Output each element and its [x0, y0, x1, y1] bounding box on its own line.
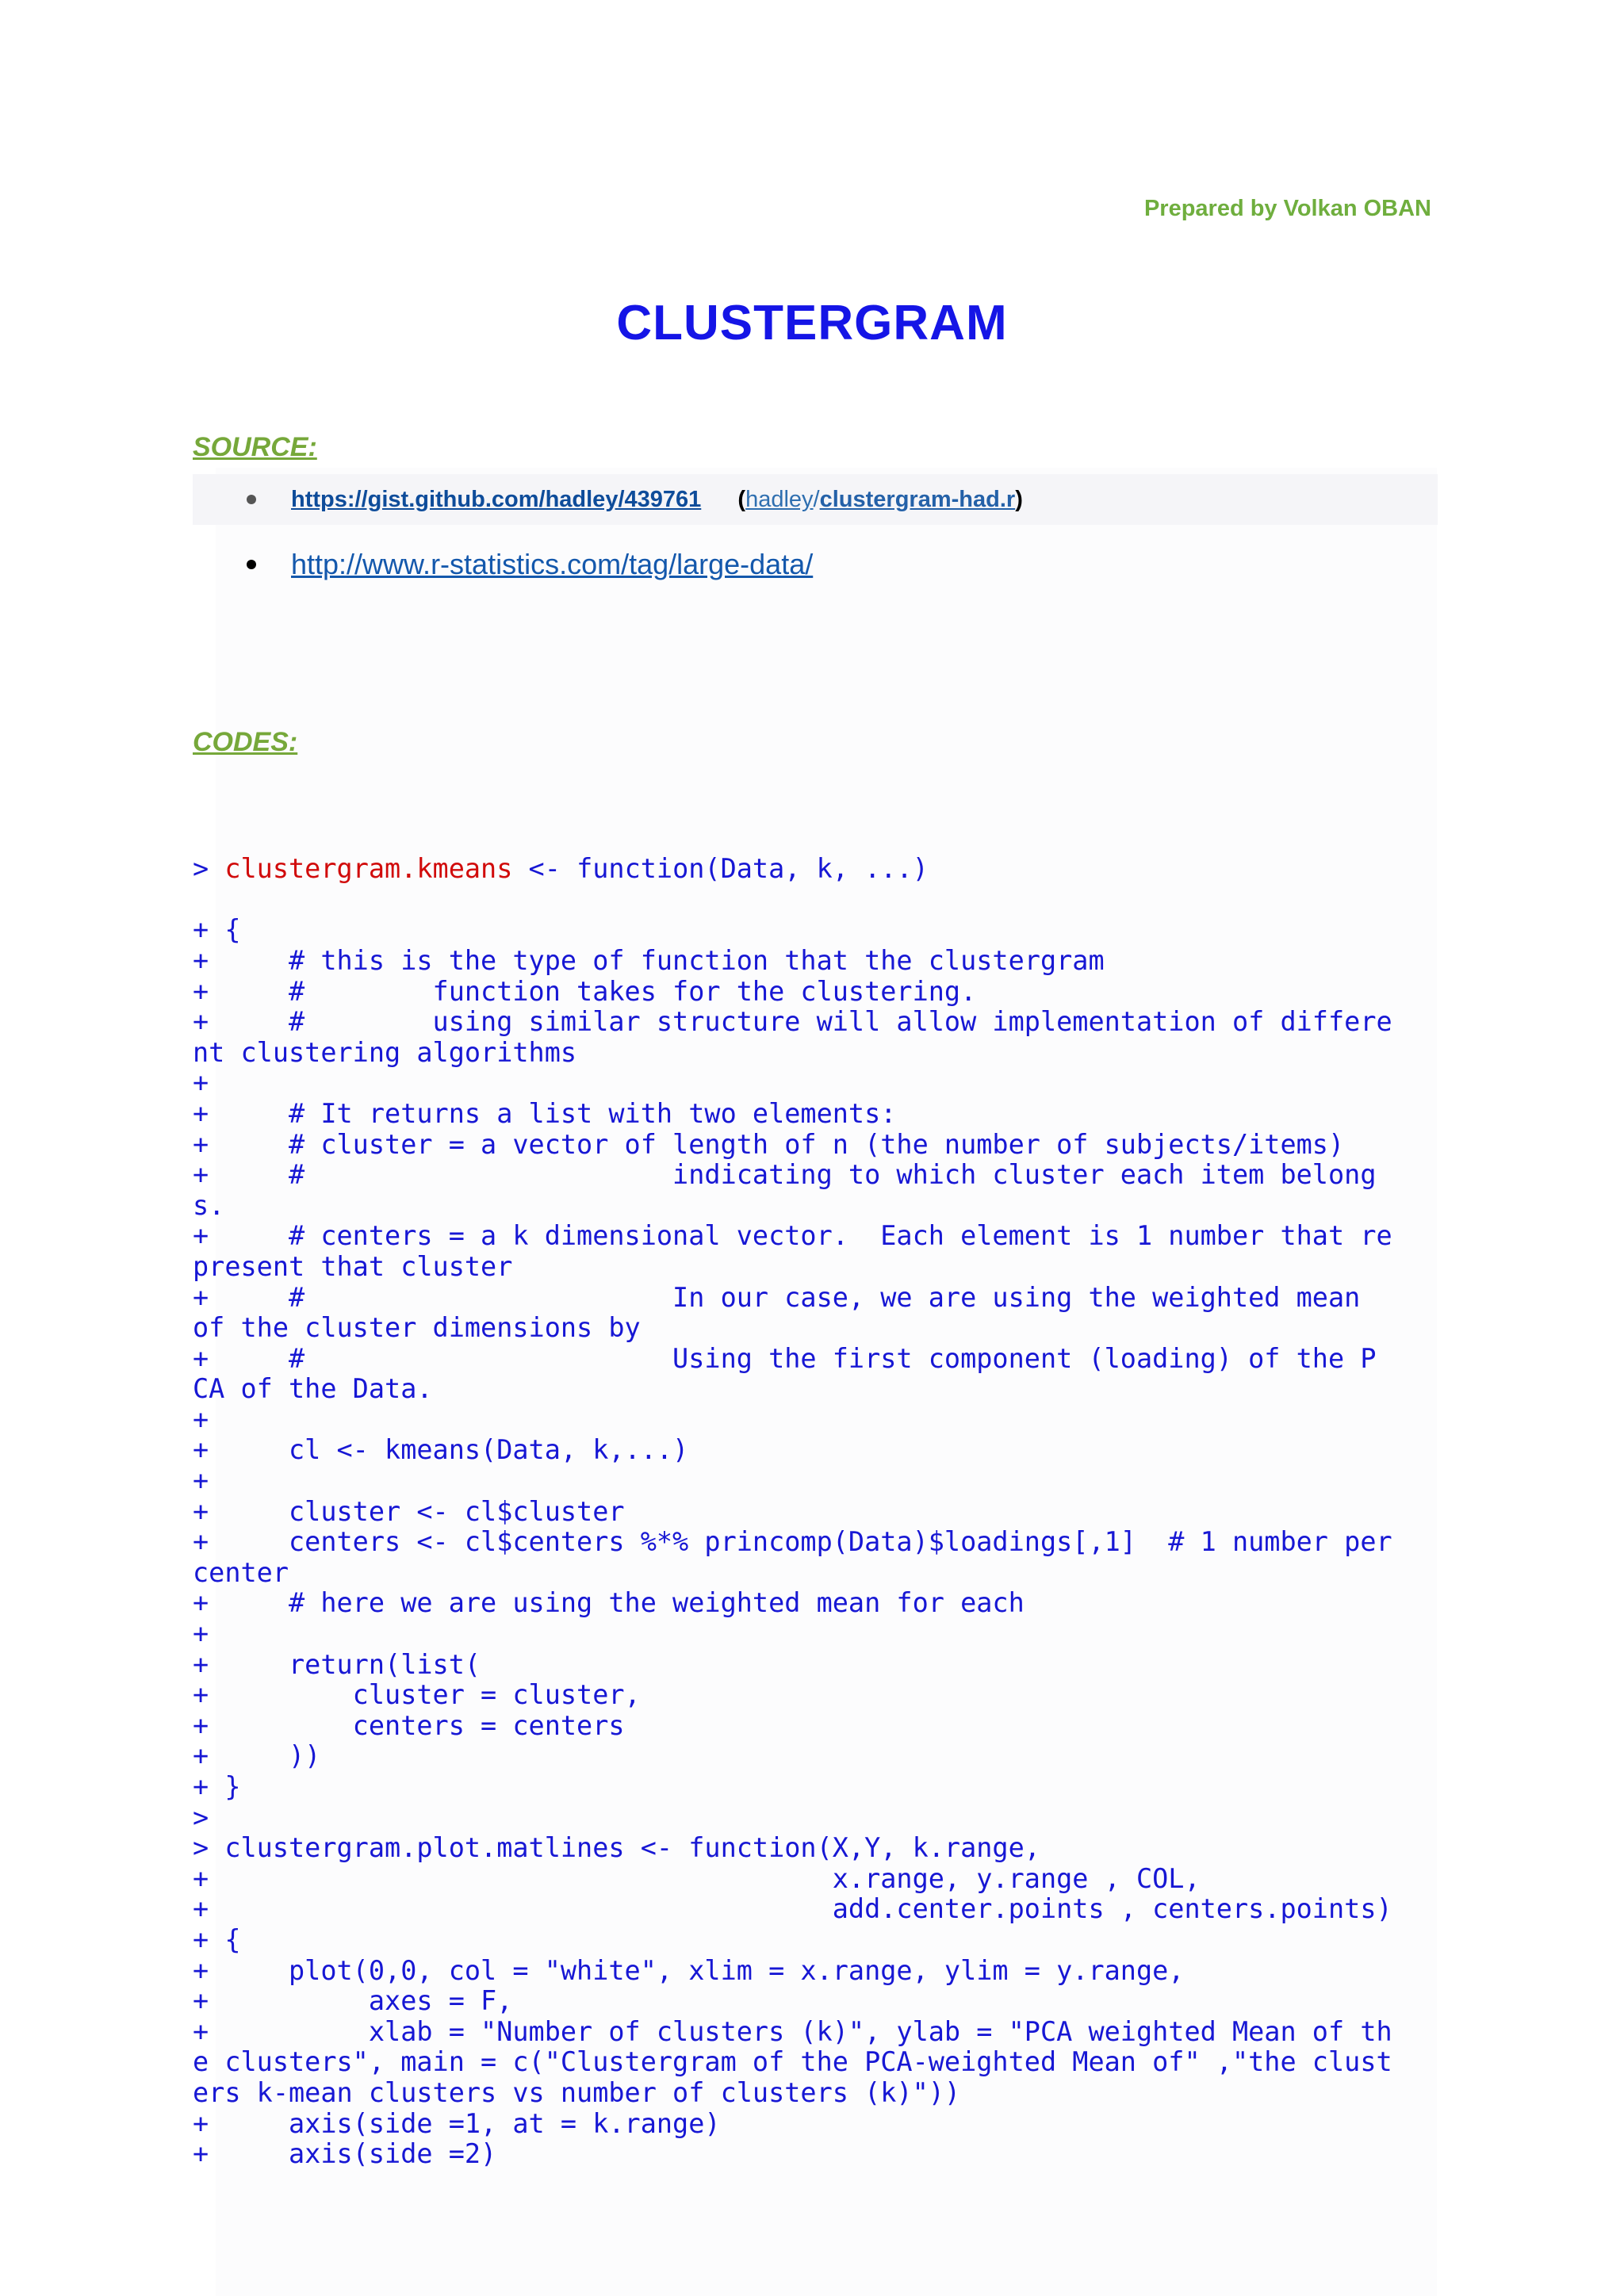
code-line [193, 854, 1392, 885]
code-line: > clustergram.plot.matlines <- function(X,Y, k.range, [193, 1832, 1040, 1864]
code-line: CA of the Data. [193, 1373, 433, 1405]
function-name: clustergram.kmeans [224, 853, 513, 885]
code-block [193, 793, 1392, 2170]
bullet-icon [247, 560, 256, 569]
code-line: + # here we are using the weighted mean for each [193, 1587, 1025, 1619]
document-title: CLUSTERGRAM [616, 296, 1008, 350]
code-line: + # centers = a k dimensional vector. Each element is 1 number that re [193, 1220, 1392, 1252]
source-heading: SOURCE: [193, 432, 317, 462]
code-line: + axis(side =1, at = k.range) [193, 2107, 721, 2139]
code-line: + cluster <- cl$cluster [193, 1495, 625, 1527]
code-line: + # It returns a list with two elements: [193, 1097, 897, 1129]
code-line: + # cluster = a vector of length of n (the number of subjects/items) [193, 1128, 1345, 1160]
code-line: + return(list( [193, 1648, 481, 1680]
rstatistics-link[interactable]: http://www.r-statistics.com/tag/large-data/ [291, 548, 814, 580]
code-line: + [193, 1067, 209, 1099]
code-line: ers k-mean clusters vs number of clusters (k)")) [193, 2076, 961, 2108]
code-line: + { [193, 1923, 241, 1955]
code-line: + axes = F, [193, 1985, 513, 2017]
clustergram-file-link[interactable]: clustergram-had.r [819, 487, 1016, 512]
code-line: e clusters", main = c("Clustergram of the PCA-weighted Mean of" ,"the clust [193, 2046, 1392, 2078]
code-line: + [193, 1618, 209, 1650]
code-line: + # indicating to which cluster each item belong [193, 1159, 1377, 1191]
code-line: + centers = centers [193, 1709, 625, 1741]
code-line: + } [193, 1771, 241, 1802]
hadley-user-link[interactable]: hadley [745, 487, 814, 512]
source-item-rstatistics [193, 541, 1438, 588]
codes-heading: CODES: [193, 727, 298, 757]
code-line: + [193, 1465, 209, 1497]
code-line: + plot(0,0, col = "white", xlim = x.range, ylim = y.range, [193, 1954, 1185, 1986]
code-line: nt clustering algorithms [193, 1036, 577, 1068]
code-line: + add.center.points , centers.points) [193, 1893, 1392, 1925]
source-item-gist [193, 474, 1438, 525]
code-line: + # using similar structure will allow implementation of differe [193, 1006, 1392, 1038]
code-line: + )) [193, 1740, 321, 1772]
code-line: + [193, 1403, 209, 1435]
bullet-icon [247, 495, 256, 504]
prepared-by: Prepared by Volkan OBAN [1143, 196, 1431, 221]
code-line: + # this is the type of function that the clustergram [193, 944, 1105, 976]
paren-close: ) [1015, 487, 1023, 512]
code-line: + centers <- cl$centers %*% princomp(Data)$loadings[,1] # 1 number per [193, 1526, 1392, 1558]
code-line: + { [193, 914, 241, 946]
code-line: + # In our case, we are using the weighted mean [193, 1281, 1361, 1313]
code-line: + # function takes for the clustering. [193, 975, 977, 1007]
code-text: <- function(Data, k, ...) [512, 853, 929, 885]
paren-open: ( [737, 487, 746, 512]
code-line: + cl <- kmeans(Data, k,...) [193, 1434, 689, 1466]
code-line: + cluster = cluster, [193, 1679, 641, 1711]
code-line: > [193, 1801, 209, 1833]
code-line: + xlab = "Number of clusters (k)", ylab = "PCA weighted Mean of th [193, 2015, 1392, 2047]
gist-link[interactable]: https://gist.github.com/hadley/439761 [291, 487, 702, 512]
prompt: > [193, 853, 225, 885]
code-line: + x.range, y.range , COL, [193, 1862, 1201, 1894]
source-list [193, 474, 1438, 588]
code-line: + axis(side =2) [193, 2138, 497, 2170]
code-line: + # Using the first component (loading) of the P [193, 1342, 1377, 1374]
code-line: s. [193, 1189, 225, 1221]
code-line: of the cluster dimensions by [193, 1312, 641, 1344]
code-line: present that cluster [193, 1250, 513, 1282]
path-separator: / [813, 487, 820, 512]
code-line: center [193, 1556, 289, 1588]
